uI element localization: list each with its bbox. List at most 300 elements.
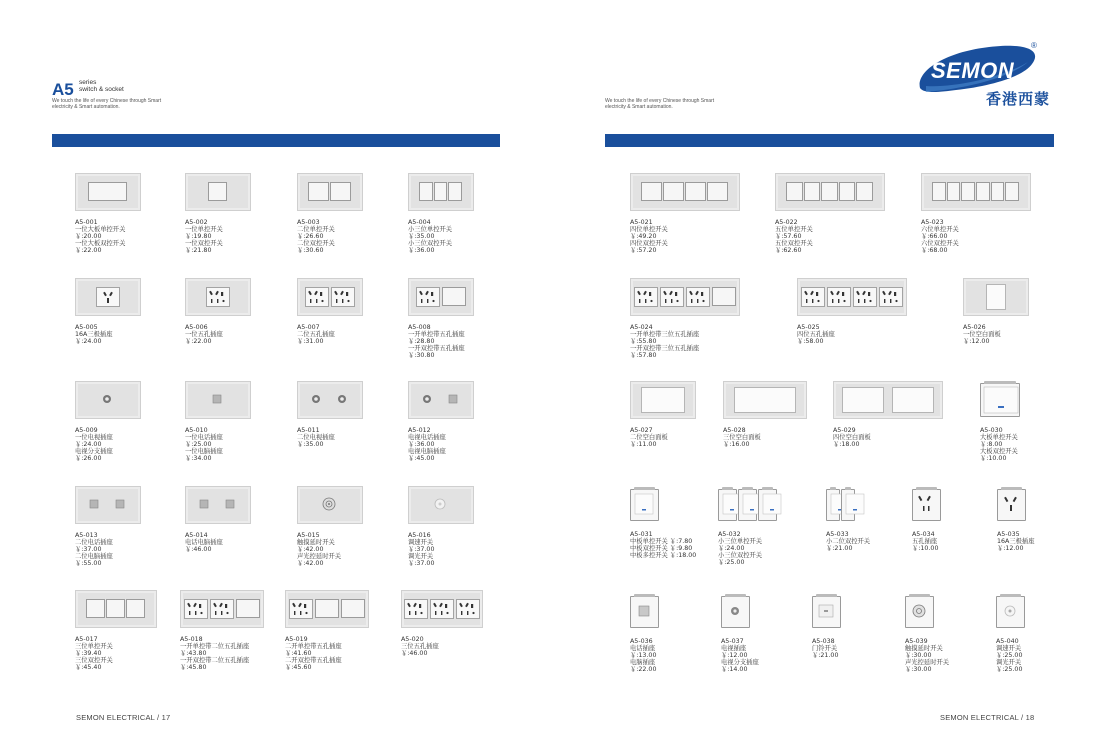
product-code: A5-031 (630, 531, 653, 538)
product-description-line: 中板双控开关 ￥:9.80 (630, 545, 693, 552)
product-description-line: 二位空白面板 (630, 434, 668, 441)
product-description-line: ￥:30.00 (905, 666, 932, 673)
product-label (996, 638, 1022, 673)
product-label (408, 219, 452, 254)
rocker-switch-icon (961, 182, 975, 201)
product-description-line: ￥:16.00 (723, 441, 750, 448)
three-pin-socket-icon (997, 489, 1026, 521)
product-item (297, 278, 361, 384)
product-description-line: 触摸延时开关 (905, 645, 943, 652)
product-code: A5-002 (185, 219, 208, 226)
product-description-line: ￥:26.60 (297, 233, 324, 240)
product-description-line: 触摸延时开关 (297, 539, 335, 546)
data-socket-icon (442, 390, 466, 410)
product-description-line: ￥:12.00 (997, 545, 1024, 552)
five-hole-socket-icon (289, 599, 313, 619)
rocker-switch-icon (804, 182, 821, 201)
rocker-switch-icon (947, 182, 961, 201)
product-code: A5-030 (980, 427, 1003, 434)
five-hole-socket-icon (210, 599, 234, 619)
product-description-line: ￥:25.00 (996, 666, 1023, 673)
product-code: A5-028 (723, 427, 746, 434)
product-image (980, 383, 1020, 417)
rocker-switch-icon (786, 182, 803, 201)
product-code: A5-003 (297, 219, 320, 226)
product-item (630, 489, 697, 591)
rocker-switch-icon (88, 182, 127, 201)
product-code: A5-022 (775, 219, 798, 226)
logo-chinese-text: 香港西蒙 (986, 90, 1051, 108)
product-label (630, 427, 668, 448)
blue-band-left (52, 134, 500, 147)
product-item (185, 486, 249, 592)
product-label (718, 531, 762, 566)
product-description-line: ￥:21.80 (185, 247, 212, 254)
five-hole-socket-icon (456, 599, 480, 619)
rocker-switch-icon (932, 182, 946, 201)
product-description-line: 电视插座 (721, 645, 747, 652)
product-code: A5-032 (718, 531, 741, 538)
product-image (75, 381, 141, 419)
product-description-line: 四位双控开关 (630, 240, 668, 247)
product-description-line: ￥:58.00 (797, 338, 824, 345)
product-code: A5-029 (833, 427, 856, 434)
product-description-line: ￥:35.00 (297, 441, 324, 448)
product-image (408, 278, 474, 316)
product-label (297, 427, 335, 448)
rocker-switch-icon (126, 599, 145, 618)
tv-socket-icon (721, 596, 750, 628)
rocker-switch-icon (663, 182, 684, 201)
product-image (997, 489, 1027, 521)
product-image (297, 278, 363, 316)
product-description-line: 三位五孔插座 (401, 643, 439, 650)
product-label (408, 427, 446, 462)
product-label (812, 638, 838, 659)
product-code: A5-023 (921, 219, 944, 226)
product-code: A5-039 (905, 638, 928, 645)
product-description-line: 四位五孔插座 (797, 331, 835, 338)
product-description-line: 电视电话插座 (408, 434, 446, 441)
product-code: A5-027 (630, 427, 653, 434)
product-item (921, 173, 1029, 279)
data-socket-icon (109, 495, 133, 515)
product-label (75, 219, 125, 254)
rocker-switch-icon (841, 489, 855, 521)
product-image (285, 590, 369, 628)
five-hole-socket-icon (416, 287, 440, 307)
product-item (723, 381, 805, 487)
tv-socket-icon (416, 390, 440, 410)
product-item (408, 278, 472, 384)
logo-brand-text: SEMON (931, 58, 1015, 83)
product-item (997, 489, 1035, 591)
product-code: A5-005 (75, 324, 98, 331)
product-image (721, 596, 751, 628)
product-item (185, 381, 249, 487)
product-description-line: 五位双控开关 (775, 240, 813, 247)
product-description-line: 二位电话插座 (75, 539, 113, 546)
product-description-line: ￥:12.00 (721, 652, 748, 659)
product-description-line: 三位双控开关 (75, 657, 113, 664)
product-description-line: ￥:34.00 (185, 455, 212, 462)
product-description-line: ￥:35.00 (408, 233, 435, 240)
product-label (180, 636, 249, 671)
rocker-switch-icon (991, 182, 1005, 201)
product-item (996, 596, 1026, 698)
product-code: A5-019 (285, 636, 308, 643)
product-code: A5-010 (185, 427, 208, 434)
product-item (75, 486, 139, 592)
rocker-switch-icon (976, 182, 990, 201)
product-description-line: ￥:57.60 (775, 233, 802, 240)
product-image (963, 278, 1029, 316)
product-description-line: 三位单控开关 (75, 643, 113, 650)
product-code: A5-015 (297, 532, 320, 539)
product-description-line: ￥:28.80 (408, 338, 435, 345)
product-description-line: 一位大板双控开关 (75, 240, 126, 247)
product-item (833, 381, 941, 487)
product-description-line: ￥:45.00 (408, 455, 435, 462)
blue-band-right (605, 134, 1054, 147)
product-label (721, 638, 759, 673)
product-code: A5-016 (408, 532, 431, 539)
five-hole-socket-icon (853, 287, 877, 307)
rocker-switch-icon (839, 182, 856, 201)
product-description-line: ￥:25.00 (996, 652, 1023, 659)
product-description-line: ￥:36.00 (408, 247, 435, 254)
five-hole-socket-icon (801, 287, 825, 307)
product-description-line: 16A三极插座 (997, 538, 1035, 545)
tv-socket-icon (331, 390, 355, 410)
product-description-line: ￥:30.00 (905, 652, 932, 659)
product-image (75, 278, 141, 316)
product-image (630, 489, 660, 521)
product-description-line: ￥:10.00 (912, 545, 939, 552)
product-description-line: 调速开关 (408, 539, 434, 546)
product-label (401, 636, 439, 657)
product-code: A5-025 (797, 324, 820, 331)
product-description-line: 调光开关 (996, 659, 1022, 666)
product-item (630, 173, 738, 279)
product-description-line: ￥:19.80 (185, 233, 212, 240)
product-description-line: 五孔插座 (912, 538, 938, 545)
product-description-line: 一位空白面板 (963, 331, 1001, 338)
product-description-line: 中板单控开关 ￥:7.80 (630, 538, 693, 545)
five-hole-socket-icon (206, 287, 230, 307)
product-description-line: ￥:43.80 (180, 650, 207, 657)
rocker-switch-icon (718, 489, 737, 521)
product-description-line: ￥:12.00 (963, 338, 990, 345)
product-code: A5-017 (75, 636, 98, 643)
product-item (980, 383, 1020, 487)
rocker-switch-icon (821, 182, 838, 201)
product-description-line: ￥:18.00 (833, 441, 860, 448)
product-label (185, 532, 223, 553)
blank-cutout (842, 387, 884, 413)
product-description-line: ￥:30.60 (297, 247, 324, 254)
footer-right: SEMON ELECTRICAL / 18 (940, 713, 1035, 722)
product-description-line: ￥:45.40 (75, 664, 102, 671)
touch-switch-icon (318, 495, 342, 515)
product-description-line: ￥:11.00 (630, 441, 657, 448)
product-image (401, 590, 483, 628)
product-description-line: 电话电脑插座 (185, 539, 223, 546)
product-image (905, 596, 935, 628)
product-description-line: 16A三极插座 (75, 331, 113, 338)
product-label (75, 324, 113, 345)
product-image (180, 590, 264, 628)
five-hole-socket-icon (827, 287, 851, 307)
product-description-line: 小三位单控开关 (718, 538, 763, 545)
product-description-line: ￥:37.00 (408, 546, 435, 553)
touch-switch-icon (905, 596, 934, 628)
rocker-switch-icon (758, 489, 777, 521)
rocker-switch-icon (308, 182, 329, 201)
product-description-line: ￥:37.00 (408, 560, 435, 567)
product-description-line: ￥:21.00 (812, 652, 839, 659)
product-label (630, 638, 656, 673)
tv-socket-icon (96, 390, 120, 410)
product-description-line: 大板双控开关 (980, 448, 1018, 455)
rocker-switch-icon (641, 182, 662, 201)
rocker-switch-icon (856, 182, 873, 201)
product-image (630, 173, 740, 211)
product-code: A5-037 (721, 638, 744, 645)
product-item (826, 489, 871, 591)
product-description-line: 门铃开关 (812, 645, 838, 652)
product-description-line: ￥:39.40 (75, 650, 102, 657)
product-code: A5-018 (180, 636, 203, 643)
product-image (408, 381, 474, 419)
product-label (912, 531, 938, 552)
product-description-line: 一位电脑插座 (185, 448, 223, 455)
product-item (912, 489, 942, 591)
product-code: A5-006 (185, 324, 208, 331)
product-description-line: ￥:46.00 (401, 650, 428, 657)
product-description-line: ￥:46.00 (185, 546, 212, 553)
product-image (185, 381, 251, 419)
product-item (797, 278, 905, 384)
product-description-line: ￥:8.00 (980, 441, 1003, 448)
product-description-line: ￥:14.00 (721, 666, 748, 673)
product-description-line: 电视分支插座 (75, 448, 113, 455)
product-image (797, 278, 907, 316)
product-code: A5-007 (297, 324, 320, 331)
product-item (408, 173, 472, 279)
product-image (297, 173, 363, 211)
rocker-switch-icon (448, 182, 462, 201)
five-hole-socket-icon (184, 599, 208, 619)
product-description-line: 一位大板单控开关 (75, 226, 126, 233)
product-image (75, 590, 157, 628)
product-description-line: 一位双控开关 (185, 240, 223, 247)
product-description-line: 二位电脑插座 (75, 553, 113, 560)
product-description-line: 二开单控带五孔插座 (285, 643, 342, 650)
product-image (297, 486, 363, 524)
product-description-line: ￥:49.20 (630, 233, 657, 240)
product-description-line: 四位单控开关 (630, 226, 668, 233)
product-description-line: 电脑插座 (630, 659, 656, 666)
product-description-line: 一开单控带五孔插座 (408, 331, 465, 338)
product-description-line: 调光开关 (408, 553, 434, 560)
product-description-line: 二位单控开关 (297, 226, 335, 233)
product-code: A5-011 (297, 427, 320, 434)
doorbell-switch-icon (812, 596, 841, 628)
product-description-line: ￥:68.00 (921, 247, 948, 254)
product-item (721, 596, 759, 698)
product-image (408, 173, 474, 211)
product-image (185, 173, 251, 211)
product-image (408, 486, 474, 524)
product-image (630, 381, 696, 419)
product-description-line: ￥:31.00 (297, 338, 324, 345)
large-rocker-switch-icon (980, 383, 1020, 417)
product-description-line: 一开单控带二位五孔插座 (180, 643, 250, 650)
data-socket-icon (83, 495, 107, 515)
product-label (997, 531, 1035, 552)
product-description-line: 六位单控开关 (921, 226, 959, 233)
five-hole-socket-icon (879, 287, 903, 307)
five-hole-socket-icon (331, 287, 355, 307)
logo-registered-mark: ® (1031, 41, 1037, 50)
rocker-switch-icon (208, 182, 227, 201)
product-label (980, 427, 1018, 462)
product-description-line: 一开双控带三位五孔插座 (630, 345, 700, 352)
product-label (630, 324, 699, 359)
rocker-switch-icon (236, 599, 260, 618)
five-hole-socket-icon (660, 287, 684, 307)
product-item (75, 590, 155, 696)
product-description-line: ￥:25.00 (718, 559, 745, 566)
product-image (75, 486, 141, 524)
product-image (723, 381, 807, 419)
product-item (185, 173, 249, 279)
product-item (297, 381, 361, 487)
product-description-line: ￥:22.00 (185, 338, 212, 345)
series-subtitle: series switch & socket (79, 79, 124, 93)
three-pin-socket-icon (96, 287, 120, 307)
product-description-line: ￥:45.80 (180, 664, 207, 671)
product-code: A5-038 (812, 638, 835, 645)
five-hole-socket-icon (430, 599, 454, 619)
product-description-line: ￥:24.00 (718, 545, 745, 552)
five-hole-socket-icon (305, 287, 329, 307)
product-description-line: 大板单控开关 (980, 434, 1018, 441)
product-image (718, 489, 778, 521)
product-code: A5-035 (997, 531, 1020, 538)
product-image (75, 173, 141, 211)
product-description-line: 一位电视插座 (75, 434, 113, 441)
data-socket-icon (206, 390, 230, 410)
rocker-switch-icon (707, 182, 728, 201)
product-label (630, 531, 696, 559)
product-code: A5-040 (996, 638, 1019, 645)
product-label (75, 636, 113, 671)
blank-cutout (734, 387, 796, 413)
product-label (75, 427, 113, 462)
product-label (921, 219, 959, 254)
product-item (963, 278, 1027, 384)
product-image (833, 381, 943, 419)
product-description-line: 一开单控带三位五孔插座 (630, 331, 700, 338)
product-label (826, 531, 870, 552)
product-description-line: ￥:10.00 (980, 455, 1007, 462)
product-description-line: ￥:24.00 (75, 441, 102, 448)
product-code: A5-020 (401, 636, 424, 643)
rocker-switch-icon (826, 489, 840, 521)
product-description-line: 一开双控带二位五孔插座 (180, 657, 250, 664)
product-image (630, 278, 740, 316)
product-label (963, 324, 1001, 345)
product-item (297, 173, 361, 279)
product-label (185, 427, 223, 462)
product-item (75, 173, 139, 279)
product-image (912, 489, 942, 521)
product-image (996, 596, 1026, 628)
dimmer-dial-icon (996, 596, 1025, 628)
product-item (630, 596, 660, 698)
product-code: A5-021 (630, 219, 653, 226)
rocker-switch-icon (330, 182, 351, 201)
product-item (718, 489, 778, 591)
product-image (297, 381, 363, 419)
product-description-line: ￥:66.00 (921, 233, 948, 240)
product-item (775, 173, 883, 279)
product-item (630, 278, 738, 384)
tv-socket-icon (305, 390, 329, 410)
product-description-line: 调速开关 (996, 645, 1022, 652)
product-image (630, 596, 660, 628)
product-description-line: 一位五孔插座 (185, 331, 223, 338)
product-description-line: 二位五孔插座 (297, 331, 335, 338)
product-description-line: 二位双控开关 (297, 240, 335, 247)
product-description-line: ￥:26.00 (75, 455, 102, 462)
blank-cutout (986, 284, 1006, 310)
product-description-line: ￥:37.00 (75, 546, 102, 553)
product-description-line: 四位空白面板 (833, 434, 871, 441)
product-code: A5-024 (630, 324, 653, 331)
product-label (775, 219, 813, 254)
product-code: A5-026 (963, 324, 986, 331)
product-image (921, 173, 1031, 211)
product-label (723, 427, 761, 448)
rocker-switch-icon (419, 182, 433, 201)
tagline-right: We touch the life of every Chinese through Smart electricity & Smart automation. (605, 98, 715, 110)
product-label (297, 324, 335, 345)
five-hole-socket-icon (912, 489, 941, 521)
product-code: A5-012 (408, 427, 431, 434)
product-description-line: 二位电视插座 (297, 434, 335, 441)
product-description-line: ￥:36.00 (408, 441, 435, 448)
rocker-switch-icon (712, 287, 736, 306)
product-label (630, 219, 668, 254)
product-description-line: ￥:42.00 (297, 546, 324, 553)
product-code: A5-001 (75, 219, 98, 226)
product-description-line: ￥:13.00 (630, 652, 657, 659)
product-label (297, 219, 335, 254)
product-image (826, 489, 856, 521)
product-code: A5-014 (185, 532, 208, 539)
product-image (812, 596, 842, 628)
product-code: A5-008 (408, 324, 431, 331)
product-description-line: 电视电脑插座 (408, 448, 446, 455)
product-description-line: 一开双控带五孔插座 (408, 345, 465, 352)
blank-cutout (641, 387, 685, 413)
product-code: A5-013 (75, 532, 98, 539)
product-item (630, 381, 694, 487)
product-description-line: 声光控延时开关 (905, 659, 950, 666)
